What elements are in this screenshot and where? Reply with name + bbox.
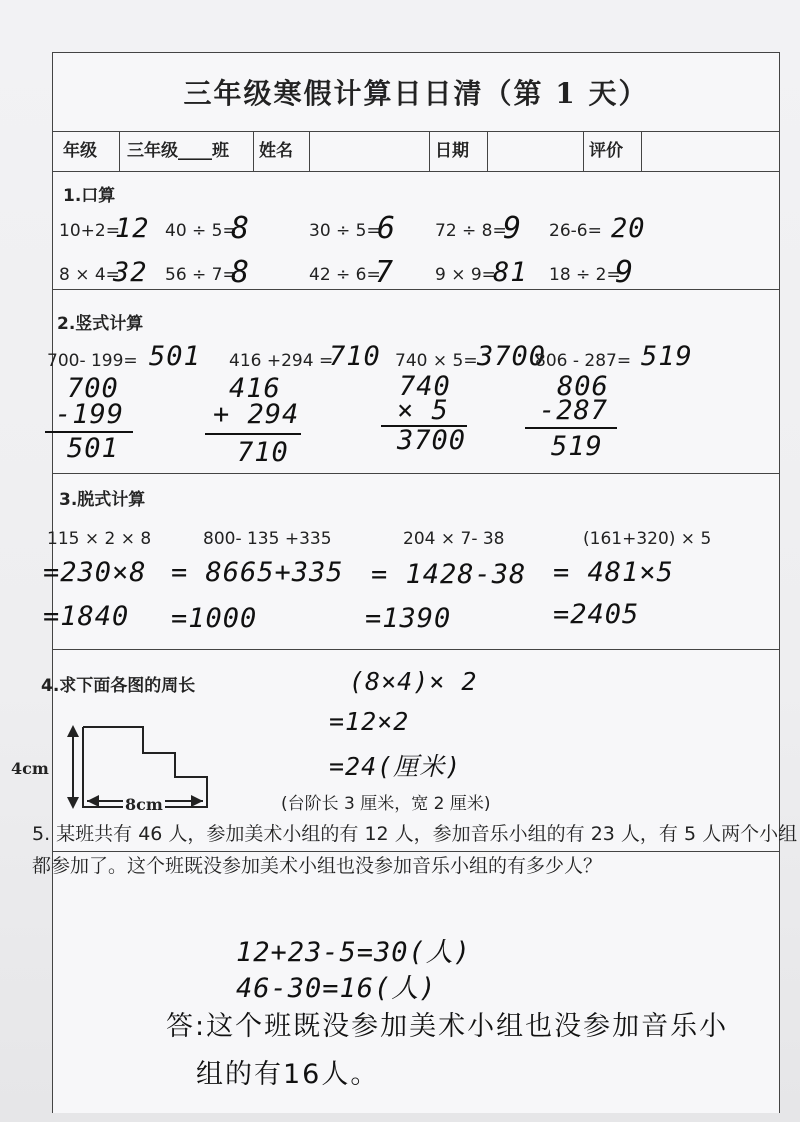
section-title: 1.口算 bbox=[63, 186, 116, 206]
oral-question: 18 ÷ 2= bbox=[549, 265, 621, 285]
oral-question: 72 ÷ 8= bbox=[435, 221, 507, 241]
oral-question: 30 ÷ 5= bbox=[309, 221, 381, 241]
step-line: = 481×5 bbox=[553, 557, 674, 588]
calc-question: 806 - 287= bbox=[535, 351, 632, 371]
calc-top: 806 bbox=[557, 371, 609, 402]
perimeter-step: =12×2 bbox=[329, 707, 410, 736]
calc-result: 3700 bbox=[397, 425, 467, 456]
divider bbox=[53, 289, 779, 290]
step-question: (161+320) × 5 bbox=[583, 529, 712, 549]
calc-bottom: + 294 bbox=[213, 399, 300, 430]
calc-top: 700 bbox=[67, 373, 119, 404]
calc-bottom: × 5 bbox=[397, 395, 449, 426]
oral-answer: 8 bbox=[231, 211, 251, 246]
oral-answer: 7 bbox=[375, 255, 395, 290]
oral-question: 40 ÷ 5= bbox=[165, 221, 237, 241]
grade-value: 三年级____班 bbox=[127, 141, 229, 161]
divider bbox=[53, 171, 779, 172]
section-title: 4.求下面各图的周长 bbox=[41, 676, 196, 696]
calc-top: 740 bbox=[399, 371, 451, 402]
section-title: 2.竖式计算 bbox=[57, 314, 144, 334]
problem-work: 12+23-5=30(人) bbox=[236, 937, 472, 968]
calc-answer: 501 bbox=[149, 341, 201, 372]
calc-bottom: -199 bbox=[55, 399, 125, 430]
answer-line: 组的有16人。 bbox=[196, 1059, 380, 1090]
calc-question: 416 +294 = bbox=[229, 351, 334, 371]
oral-question: 26-6= bbox=[549, 221, 602, 241]
step-line: =1840 bbox=[43, 601, 130, 632]
oral-question: 56 ÷ 7= bbox=[165, 265, 237, 285]
calc-question: 700- 199= bbox=[47, 351, 138, 371]
oral-answer: 9 bbox=[503, 211, 523, 246]
oral-question: 9 × 9= bbox=[435, 265, 496, 285]
calc-result: 710 bbox=[237, 437, 289, 468]
width-label: 8cm bbox=[125, 795, 163, 814]
date-label: 日期 bbox=[435, 141, 469, 161]
eval-label: 评价 bbox=[589, 141, 623, 161]
oral-answer: 12 bbox=[115, 213, 150, 244]
step-line: =1390 bbox=[365, 603, 452, 634]
problem-work: 46-30=16(人) bbox=[236, 973, 437, 1004]
grade-label: 年级 bbox=[63, 141, 97, 161]
calc-answer: 3700 bbox=[477, 341, 547, 372]
step-question: 800- 135 +335 bbox=[203, 529, 332, 549]
step-line: = 8665+335 bbox=[171, 557, 344, 588]
step-line: =2405 bbox=[553, 599, 640, 630]
step-question: 204 × 7- 38 bbox=[403, 529, 505, 549]
perimeter-step: (8×4)× 2 bbox=[349, 667, 478, 696]
oral-answer: 20 bbox=[611, 213, 646, 244]
name-label: 姓名 bbox=[259, 141, 293, 161]
calc-answer: 710 bbox=[329, 341, 381, 372]
calc-bottom: -287 bbox=[539, 395, 609, 426]
step-line: =1000 bbox=[171, 603, 258, 634]
height-label: 4cm bbox=[11, 759, 49, 778]
calc-top: 416 bbox=[229, 373, 281, 404]
calc-result: 501 bbox=[67, 433, 119, 464]
section-title: 3.脱式计算 bbox=[59, 490, 146, 510]
perimeter-step: =24(厘米) bbox=[329, 752, 462, 781]
calc-answer: 519 bbox=[641, 341, 693, 372]
oral-answer: 9 bbox=[615, 255, 635, 290]
answer-line: 答:这个班既没参加美术小组也没参加音乐小 bbox=[166, 1011, 729, 1042]
oral-question: 8 × 4= bbox=[59, 265, 120, 285]
divider bbox=[53, 473, 779, 474]
oral-question: 10+2= bbox=[59, 221, 120, 241]
page-title: 三年级寒假计算日日清（第 1 天） bbox=[183, 77, 649, 110]
calc-question: 740 × 5= bbox=[395, 351, 478, 371]
oral-question: 42 ÷ 6= bbox=[309, 265, 381, 285]
step-line: = 1428-38 bbox=[371, 559, 527, 590]
word-problem: 5. 某班共有 46 人，参加美术小组的有 12 人，参加音乐小组的有 23 人，有 5 人两个小组都参加了。这个班既没参加美术小组也没参加音乐小组的有多少人？ bbox=[32, 823, 798, 877]
oral-answer: 6 bbox=[377, 211, 397, 246]
divider bbox=[53, 649, 779, 650]
figure-note: (台阶长 3 厘米，宽 2 厘米) bbox=[281, 794, 491, 814]
oral-answer: 81 bbox=[493, 257, 528, 288]
step-question: 115 × 2 × 8 bbox=[47, 529, 152, 549]
step-line: =230×8 bbox=[43, 557, 147, 588]
oral-answer: 32 bbox=[113, 257, 148, 288]
oral-answer: 8 bbox=[231, 255, 251, 290]
calc-result: 519 bbox=[551, 431, 603, 462]
